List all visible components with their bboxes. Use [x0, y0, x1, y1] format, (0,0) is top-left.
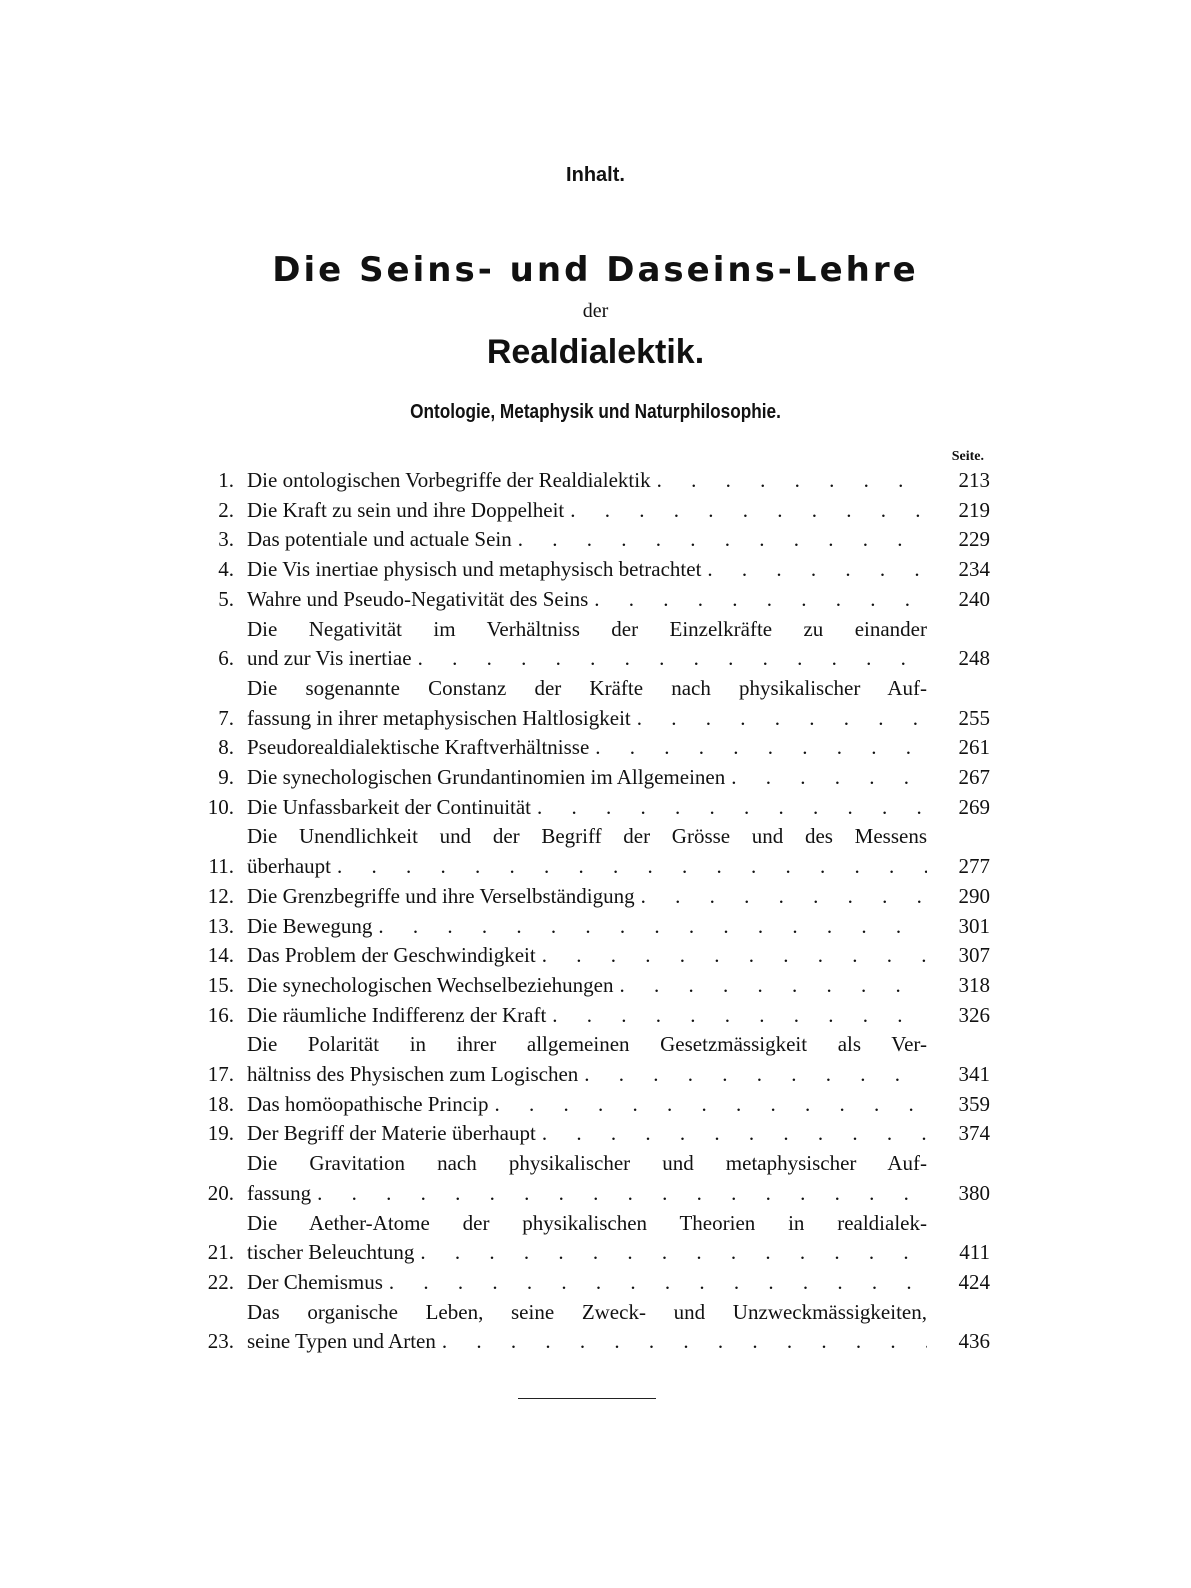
toc-entry-number: 17.	[207, 1062, 234, 1087]
toc-entry-page-number: 277	[958, 854, 990, 879]
toc-entry-title-text: Pseudorealdialektische Kraftverhältnisse	[247, 735, 590, 760]
toc-entry-page-number: 380	[958, 1180, 990, 1205]
toc-entry-number: 10.	[207, 794, 234, 819]
dot-leader	[536, 941, 927, 971]
dot-leader	[631, 704, 927, 734]
toc-entry-title	[247, 1149, 927, 1208]
toc-entry	[190, 496, 990, 526]
toc-entry-title-text: Die Bewegung	[247, 913, 373, 938]
toc-entry-page-number: 267	[958, 765, 990, 790]
toc-entry-number: 6.	[218, 646, 234, 671]
toc-entry-title	[247, 585, 927, 615]
toc-entry-number: 21.	[207, 1240, 234, 1265]
dot-leader	[311, 1179, 927, 1209]
toc-entry-page-number: 213	[958, 468, 990, 492]
toc-entry	[190, 1119, 990, 1149]
toc-entry-number: 11.	[208, 854, 234, 879]
dot-leader	[512, 525, 927, 555]
toc-entry	[190, 615, 990, 674]
toc-entry-title	[247, 793, 927, 823]
toc-entry-title-text: Die Kraft zu sein und ihre Doppelheit	[247, 497, 565, 522]
toc-entry-page-number: 318	[958, 972, 990, 997]
toc-entry-title-text: Der Begriff der Materie überhaupt	[247, 1121, 536, 1146]
toc-entry-title-text: Die Unfassbarkeit der Continuität	[247, 794, 532, 819]
toc-entry-title-text: und zur Vis inertiae	[247, 646, 412, 671]
dot-leader	[414, 1238, 927, 1268]
dot-leader	[546, 1001, 927, 1031]
toc-entry-title-line	[247, 1001, 927, 1031]
toc-entry-page-number: 269	[958, 794, 990, 819]
toc-entry-title-line	[247, 1090, 927, 1120]
toc-entry-title-line	[247, 555, 927, 585]
toc-entry-page-number: 326	[958, 1002, 990, 1027]
toc-entry-page-number: 424	[958, 1269, 990, 1294]
toc-entry-number: 5.	[218, 586, 234, 611]
toc-entry	[190, 763, 990, 793]
toc-entry-title-text: tischer Beleuchtung	[247, 1240, 415, 1265]
toc-entry-number: 14.	[207, 943, 234, 968]
toc-entry-title-text: hältniss des Physischen zum Logischen	[247, 1062, 579, 1087]
toc-entry-title	[247, 615, 927, 674]
toc-entry	[190, 1030, 990, 1089]
toc-entry-title	[247, 733, 927, 763]
contents-heading: Inhalt.	[566, 164, 625, 186]
dot-leader	[701, 555, 927, 585]
toc-entry-page-number: 290	[958, 883, 990, 908]
toc-entry-title-text: Die synechologischen Grundantinomien im Allgemeinen	[247, 765, 726, 790]
toc-entry-page-number: 301	[958, 913, 990, 938]
toc-entry-title-line	[247, 793, 927, 823]
toc-entry-title-line: Die Negativität im Verhältniss der Einzelkräfte zu einander	[247, 616, 927, 641]
dot-leader	[613, 971, 927, 1001]
toc-entry-title	[247, 496, 927, 526]
dot-leader	[651, 466, 927, 496]
toc-entry-title	[247, 941, 927, 971]
toc-entry-title-text: Die ontologischen Vorbegriffe der Realdialektik	[247, 468, 651, 492]
toc-entry-page-number: 374	[958, 1121, 990, 1146]
dot-leader	[383, 1268, 927, 1298]
toc-entry-number: 15.	[207, 972, 234, 997]
dot-leader	[725, 763, 927, 793]
toc-entry-title	[247, 466, 927, 496]
toc-entry-page-number: 341	[958, 1062, 990, 1087]
toc-entry-number: 22.	[207, 1269, 234, 1294]
toc-entry-number: 1.	[218, 468, 234, 492]
toc-entry-title-line: Die Polarität in ihrer allgemeinen Gesetzmässigkeit als Ver-	[247, 1032, 927, 1057]
toc-entry-title	[247, 763, 927, 793]
toc-entry-title-text: Das Problem der Geschwindigkeit	[247, 943, 536, 968]
toc-entry-title-line	[247, 1238, 927, 1268]
toc-entry-title	[247, 1030, 927, 1089]
toc-entry-page-number: 436	[958, 1329, 990, 1354]
toc-entry-title-line: Die Aether-Atome der physikalischen Theorien in realdialek-	[247, 1210, 927, 1235]
toc-entry-number: 3.	[218, 527, 234, 552]
toc-entry-title-line	[247, 852, 927, 882]
toc-entry-title-line	[247, 1060, 927, 1090]
toc-entry-title	[247, 882, 927, 912]
toc-entry-title-text: Das homöopathische Princip	[247, 1091, 489, 1116]
toc-entry	[190, 1268, 990, 1298]
dot-leader	[589, 733, 927, 763]
toc-entry-title-line	[247, 1119, 927, 1149]
toc-entry-title-line	[247, 585, 927, 615]
dot-leader	[588, 585, 927, 615]
section-subheading: Ontologie, Metaphysik und Naturphilosophie.	[410, 401, 781, 423]
toc-entry-title-line	[247, 496, 927, 526]
toc-entry-title-text: Die Vis inertiae physisch und metaphysisch betrachtet	[247, 557, 702, 582]
toc-entry-title	[247, 674, 927, 733]
toc-entry-title-text: Wahre und Pseudo-Negativität des Seins	[247, 586, 589, 611]
toc-entry-number: 18.	[207, 1091, 234, 1116]
toc-entry-number: 7.	[218, 705, 234, 730]
dot-leader	[372, 912, 927, 942]
toc-entry-title-line	[247, 971, 927, 1001]
page-column-label: Seite.	[951, 449, 984, 464]
title-connector: der	[582, 300, 609, 322]
toc-entry-title-line	[247, 941, 927, 971]
toc-entry-title-line	[247, 733, 927, 763]
toc-entry-number: 13.	[207, 913, 234, 938]
dot-leader	[331, 852, 927, 882]
toc-entry	[190, 674, 990, 733]
toc-entry-number: 20.	[207, 1180, 234, 1205]
toc-entry-page-number: 240	[958, 586, 990, 611]
toc-entry-title	[247, 1090, 927, 1120]
toc-entry-page-number: 359	[958, 1091, 990, 1116]
toc-entry-title-line	[247, 644, 927, 674]
toc-entry-title	[247, 822, 927, 881]
toc-entry-title-line: Die Unendlichkeit und der Begriff der Grösse und des Messens	[247, 824, 927, 849]
toc-entry-number: 12.	[207, 883, 234, 908]
toc-entry-number: 2.	[218, 497, 234, 522]
toc-entry-title-line	[247, 1327, 927, 1357]
toc-entry-page-number: 255	[958, 705, 990, 730]
toc-entry-title	[247, 1298, 927, 1357]
dot-leader	[488, 1090, 927, 1120]
toc-entry	[190, 822, 990, 881]
toc-entry	[190, 1149, 990, 1208]
toc-entry-page-number: 229	[958, 527, 990, 552]
toc-entry-number: 23.	[207, 1329, 234, 1354]
toc-entry	[190, 466, 990, 496]
toc-entry	[190, 733, 990, 763]
toc-entry-title	[247, 1268, 927, 1298]
toc-entry-page-number: 248	[958, 646, 990, 671]
toc-entry-title-line	[247, 704, 927, 734]
toc-entry-title-text: fassung	[247, 1180, 312, 1205]
toc-entry-title-text: Die synechologischen Wechselbeziehungen	[247, 972, 614, 997]
toc-entry-number: 19.	[207, 1121, 234, 1146]
toc-entry-title-line	[247, 882, 927, 912]
toc-entry-page-number: 261	[958, 735, 990, 760]
toc-entry-title	[247, 1119, 927, 1149]
toc-entry-title-text: seine Typen und Arten	[247, 1329, 436, 1354]
toc-entry-title-text: fassung in ihrer metaphysischen Haltlosigkeit	[247, 705, 631, 730]
table-of-contents	[190, 466, 990, 1357]
toc-entry-number: 16.	[207, 1002, 234, 1027]
toc-entry-title-text: Die Grenzbegriffe und ihre Verselbständigung	[247, 883, 635, 908]
toc-entry-title	[247, 912, 927, 942]
toc-entry-title	[247, 1209, 927, 1268]
toc-entry-number: 4.	[218, 557, 234, 582]
book-subtitle: Realdialektik.	[486, 333, 705, 371]
toc-entry-title-line	[247, 1268, 927, 1298]
toc-entry	[190, 585, 990, 615]
toc-entry	[190, 1090, 990, 1120]
toc-entry-title-line	[247, 763, 927, 793]
dot-leader	[578, 1060, 927, 1090]
toc-entry-title	[247, 525, 927, 555]
toc-entry-title	[247, 971, 927, 1001]
toc-entry-title-line: Die sogenannte Constanz der Kräfte nach physikalischer Auf-	[247, 675, 927, 700]
toc-entry	[190, 971, 990, 1001]
toc-entry	[190, 1209, 990, 1268]
toc-entry-title-text: Das potentiale und actuale Sein	[247, 527, 512, 552]
toc-entry-page-number: 219	[958, 497, 990, 522]
dot-leader	[536, 1119, 927, 1149]
dot-leader	[436, 1327, 927, 1357]
dot-leader	[564, 496, 927, 526]
toc-entry-title-text: überhaupt	[247, 854, 331, 879]
toc-entry	[190, 525, 990, 555]
toc-entry-title	[247, 1001, 927, 1031]
toc-entry-page-number: 307	[958, 943, 990, 968]
toc-entry-title-line	[247, 912, 927, 942]
toc-entry-title-text: Der Chemismus	[247, 1269, 383, 1294]
toc-entry-number: 9.	[218, 765, 234, 790]
toc-entry-title-line: Das organische Leben, seine Zweck- und Unzweckmässigkeiten,	[247, 1299, 927, 1324]
toc-entry-title-line	[247, 525, 927, 555]
book-title: Die Seins- und Daseins-Lehre	[272, 250, 919, 290]
toc-entry	[190, 912, 990, 942]
toc-entry-title	[247, 555, 927, 585]
toc-entry	[190, 555, 990, 585]
toc-entry-title-text: Die räumliche Indifferenz der Kraft	[247, 1002, 547, 1027]
toc-entry-title-line: Die Gravitation nach physikalischer und metaphysischer Auf-	[247, 1151, 927, 1176]
toc-entry-title-line	[247, 466, 927, 496]
toc-entry-page-number: 411	[959, 1240, 990, 1265]
dot-leader	[635, 882, 927, 912]
dot-leader	[412, 644, 927, 674]
toc-entry	[190, 882, 990, 912]
toc-entry-number: 8.	[218, 735, 234, 760]
dot-leader	[531, 793, 927, 823]
toc-entry	[190, 1298, 990, 1357]
toc-entry	[190, 941, 990, 971]
toc-entry-title-line	[247, 1179, 927, 1209]
toc-entry-page-number: 234	[958, 557, 990, 582]
toc-entry	[190, 793, 990, 823]
toc-entry	[190, 1001, 990, 1031]
closing-rule	[518, 1398, 656, 1399]
